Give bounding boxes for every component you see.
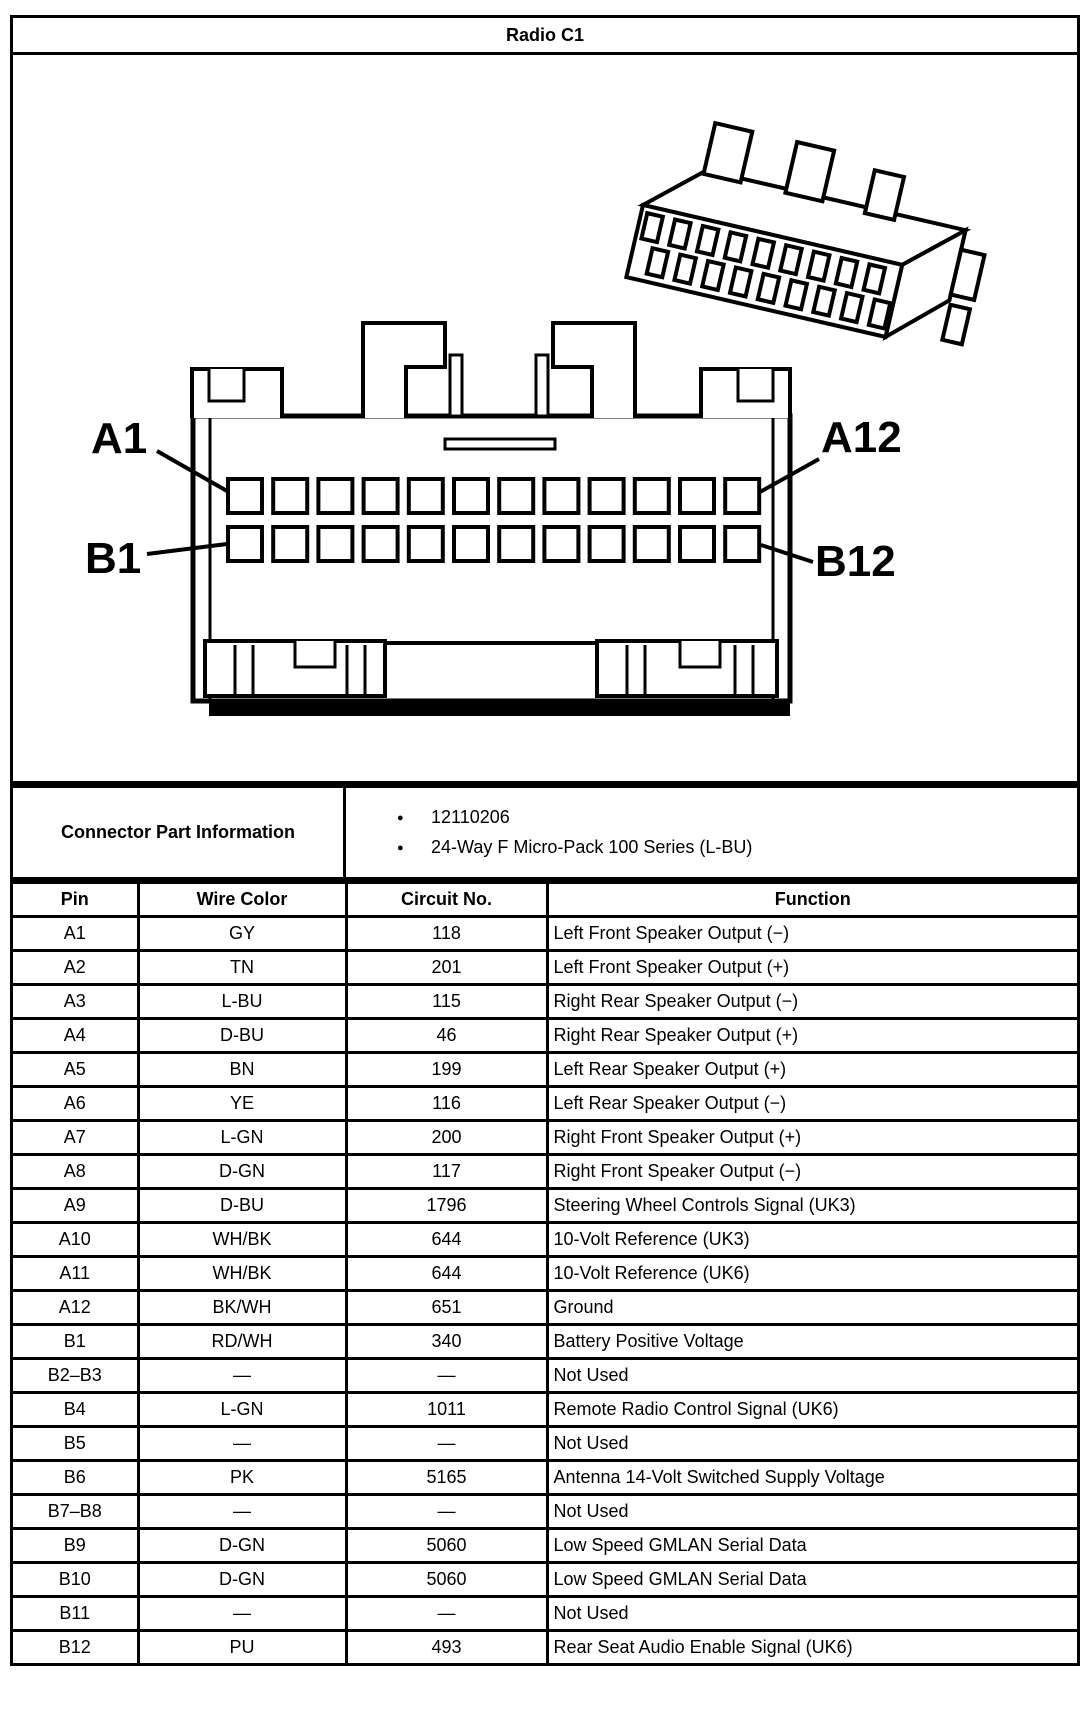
bottom-foot-left (205, 641, 385, 696)
table-row (13, 985, 1077, 1019)
pin-a12-label: A12 (821, 413, 902, 462)
housing-hole (780, 245, 801, 274)
housing-hole (647, 248, 668, 277)
pin-cell: B5 (13, 1427, 138, 1461)
bottom-foot-right (597, 641, 777, 696)
connector-type: ● 24-Way F Micro-Pack 100 Series (L-BU) (397, 837, 1077, 858)
table-row (13, 1461, 1077, 1495)
function-cell: Left Rear Speaker Output (+) (547, 1053, 1077, 1087)
wire-color-cell: PK (138, 1461, 346, 1495)
housing-hole (836, 258, 857, 287)
pin-b2 (273, 527, 307, 561)
housing-hole (753, 239, 774, 268)
bottom-shadow-band (209, 703, 790, 716)
function-cell: Right Front Speaker Output (+) (547, 1121, 1077, 1155)
function-cell: Rear Seat Audio Enable Signal (UK6) (547, 1631, 1077, 1664)
pin-cell: B12 (13, 1631, 138, 1664)
housing-hole (669, 220, 690, 249)
table-row (13, 917, 1077, 951)
table-row (13, 1223, 1077, 1257)
pin-b12 (725, 527, 759, 561)
pin-cell: B1 (13, 1325, 138, 1359)
circuit-no-cell: 5165 (346, 1461, 547, 1495)
housing-hole (702, 261, 723, 290)
header-row (13, 884, 1077, 917)
connector-diagram (13, 55, 1077, 788)
wire-color-cell: WH/BK (138, 1223, 346, 1257)
wire-color-cell: L-GN (138, 1393, 346, 1427)
pin-b8 (544, 527, 578, 561)
circuit-no-cell: 117 (346, 1155, 547, 1189)
housing-hole (641, 213, 662, 242)
pin-cell: A9 (13, 1189, 138, 1223)
pin-cell: A7 (13, 1121, 138, 1155)
function-cell: 10-Volt Reference (UK3) (547, 1223, 1077, 1257)
pin-cell: A2 (13, 951, 138, 985)
housing-bracket (942, 305, 970, 345)
circuit-no-cell: 644 (346, 1223, 547, 1257)
title-bar (13, 18, 1077, 55)
pin-cell: A4 (13, 1019, 138, 1053)
housing-hole (808, 252, 829, 281)
housing-hole (841, 293, 862, 322)
wire-color-cell: GY (138, 917, 346, 951)
function-cell: Left Rear Speaker Output (−) (547, 1087, 1077, 1121)
pin-b3 (318, 527, 352, 561)
tab-rib (536, 355, 548, 416)
header-pin: Pin (13, 884, 138, 917)
pin-a1-label: A1 (91, 414, 148, 463)
circuit-no-cell: 1796 (346, 1189, 547, 1223)
circuit-no-cell: 5060 (346, 1563, 547, 1597)
circuit-no-cell: 644 (346, 1257, 547, 1291)
function-cell: Remote Radio Control Signal (UK6) (547, 1393, 1077, 1427)
table-row (13, 1495, 1077, 1529)
housing-hole (758, 274, 779, 303)
connector-front-view (85, 323, 902, 716)
housing-hole (730, 267, 751, 296)
shoulder-notch (209, 369, 244, 401)
pin-b9 (590, 527, 624, 561)
latch-tab-left (363, 323, 445, 418)
pin-cell: A5 (13, 1053, 138, 1087)
pin-b1 (228, 527, 262, 561)
table-row (13, 1019, 1077, 1053)
wire-color-cell: — (138, 1597, 346, 1631)
housing-latch-tab (785, 142, 834, 201)
header-circuit-no: Circuit No. (346, 884, 547, 917)
connector-diagram-svg (13, 55, 1077, 781)
shoulder-notch (738, 369, 773, 401)
table-row (13, 1291, 1077, 1325)
function-cell: Not Used (547, 1359, 1077, 1393)
pin-b4 (364, 527, 398, 561)
foot-notch (680, 641, 720, 667)
function-cell: Low Speed GMLAN Serial Data (547, 1529, 1077, 1563)
pin-b10 (635, 527, 669, 561)
housing-hole (869, 300, 890, 329)
part-number: ● 12110206 (397, 807, 1077, 828)
circuit-no-cell: 115 (346, 985, 547, 1019)
circuit-no-cell: — (346, 1427, 547, 1461)
wire-color-cell: — (138, 1427, 346, 1461)
table-row (13, 1121, 1077, 1155)
pin-a4 (364, 479, 398, 513)
circuit-no-cell: — (346, 1359, 547, 1393)
table-row (13, 1359, 1077, 1393)
header-function: Function (547, 884, 1077, 917)
housing-hole (864, 264, 885, 293)
table-row (13, 1325, 1077, 1359)
pin-cell: B4 (13, 1393, 138, 1427)
pin-cell: B9 (13, 1529, 138, 1563)
wire-color-cell: D-GN (138, 1155, 346, 1189)
pin-b6 (454, 527, 488, 561)
function-cell: Left Front Speaker Output (−) (547, 917, 1077, 951)
circuit-no-cell: 340 (346, 1325, 547, 1359)
circuit-no-cell: 199 (346, 1053, 547, 1087)
wire-color-cell: BN (138, 1053, 346, 1087)
pin-cell: A3 (13, 985, 138, 1019)
pin-cell: A12 (13, 1291, 138, 1325)
table-row (13, 1427, 1077, 1461)
wire-color-cell: — (138, 1359, 346, 1393)
circuit-no-cell: 651 (346, 1291, 547, 1325)
wire-color-cell: — (138, 1495, 346, 1529)
pin-a12 (725, 479, 759, 513)
connector-3d-view (626, 111, 999, 354)
pin-b1-label: B1 (85, 534, 142, 583)
table-row (13, 1053, 1077, 1087)
pin-table-body (13, 917, 1077, 1664)
pin-cell: A1 (13, 917, 138, 951)
page-title: Radio C1 (505, 24, 584, 45)
connector-part-information-row (13, 788, 1077, 884)
pin-b12-label: B12 (815, 537, 896, 586)
table-row (13, 1631, 1077, 1664)
pin-cell: A6 (13, 1087, 138, 1121)
pin-table (13, 884, 1077, 1663)
function-cell: Antenna 14-Volt Switched Supply Voltage (547, 1461, 1077, 1495)
pin-a9 (590, 479, 624, 513)
table-row (13, 1597, 1077, 1631)
pin-a5 (409, 479, 443, 513)
table-row (13, 1257, 1077, 1291)
pin-cell: A10 (13, 1223, 138, 1257)
pin-a8 (544, 479, 578, 513)
tab-bridge (445, 439, 555, 449)
function-cell: Right Rear Speaker Output (−) (547, 985, 1077, 1019)
wire-color-cell: D-BU (138, 1019, 346, 1053)
pin-a2 (273, 479, 307, 513)
circuit-no-cell: — (346, 1597, 547, 1631)
wire-color-cell: PU (138, 1631, 346, 1664)
table-row (13, 1529, 1077, 1563)
wire-color-cell: D-GN (138, 1563, 346, 1597)
function-cell: Ground (547, 1291, 1077, 1325)
pin-a1 (228, 479, 262, 513)
wire-color-cell: D-GN (138, 1529, 346, 1563)
function-cell: Right Front Speaker Output (−) (547, 1155, 1077, 1189)
function-cell: 10-Volt Reference (UK6) (547, 1257, 1077, 1291)
table-row (13, 1189, 1077, 1223)
page-frame (10, 15, 1080, 1666)
pin-cell: B2–B3 (13, 1359, 138, 1393)
circuit-no-cell: 116 (346, 1087, 547, 1121)
wire-color-cell: D-BU (138, 1189, 346, 1223)
function-cell: Left Front Speaker Output (+) (547, 951, 1077, 985)
foot-notch (295, 641, 335, 667)
pin-a10 (635, 479, 669, 513)
wire-color-cell: L-GN (138, 1121, 346, 1155)
pin-cell: B7–B8 (13, 1495, 138, 1529)
pin-b11 (680, 527, 714, 561)
pin-a7 (499, 479, 533, 513)
function-cell: Right Rear Speaker Output (+) (547, 1019, 1077, 1053)
circuit-no-cell: — (346, 1495, 547, 1529)
table-row (13, 1563, 1077, 1597)
housing-hole (674, 255, 695, 284)
housing-latch-tab (865, 170, 904, 220)
pin-cell: A11 (13, 1257, 138, 1291)
function-cell: Battery Positive Voltage (547, 1325, 1077, 1359)
housing-hole (786, 280, 807, 309)
housing-latch-tab (704, 123, 753, 182)
wire-color-cell: BK/WH (138, 1291, 346, 1325)
housing-hole (697, 226, 718, 255)
wire-color-cell: RD/WH (138, 1325, 346, 1359)
function-cell: Steering Wheel Controls Signal (UK3) (547, 1189, 1077, 1223)
connector-part-information-label: Connector Part Information (13, 788, 346, 877)
part-info-list (346, 807, 1077, 858)
pin-a11 (680, 479, 714, 513)
table-row (13, 1393, 1077, 1427)
wire-color-cell: YE (138, 1087, 346, 1121)
pin-a6 (454, 479, 488, 513)
table-row (13, 1155, 1077, 1189)
wire-color-cell: WH/BK (138, 1257, 346, 1291)
latch-tab-right (553, 323, 635, 418)
circuit-no-cell: 493 (346, 1631, 547, 1664)
function-cell: Not Used (547, 1427, 1077, 1461)
circuit-no-cell: 1011 (346, 1393, 547, 1427)
connector-part-information-values (346, 788, 1077, 877)
pin-b7 (499, 527, 533, 561)
pin-table-header (13, 884, 1077, 917)
table-row (13, 1087, 1077, 1121)
function-cell: Not Used (547, 1597, 1077, 1631)
tab-rib (450, 355, 462, 416)
housing-hole (813, 287, 834, 316)
circuit-no-cell: 200 (346, 1121, 547, 1155)
wire-color-cell: L-BU (138, 985, 346, 1019)
pin-cell: A8 (13, 1155, 138, 1189)
circuit-no-cell: 201 (346, 951, 547, 985)
table-row (13, 951, 1077, 985)
wire-color-cell: TN (138, 951, 346, 985)
function-cell: Not Used (547, 1495, 1077, 1529)
pin-cell: B10 (13, 1563, 138, 1597)
pin-cell: B11 (13, 1597, 138, 1631)
circuit-no-cell: 5060 (346, 1529, 547, 1563)
circuit-no-cell: 118 (346, 917, 547, 951)
function-cell: Low Speed GMLAN Serial Data (547, 1563, 1077, 1597)
pin-b5 (409, 527, 443, 561)
circuit-no-cell: 46 (346, 1019, 547, 1053)
pin-cell: B6 (13, 1461, 138, 1495)
pin-a3 (318, 479, 352, 513)
housing-hole (725, 232, 746, 261)
header-wire-color: Wire Color (138, 884, 346, 917)
